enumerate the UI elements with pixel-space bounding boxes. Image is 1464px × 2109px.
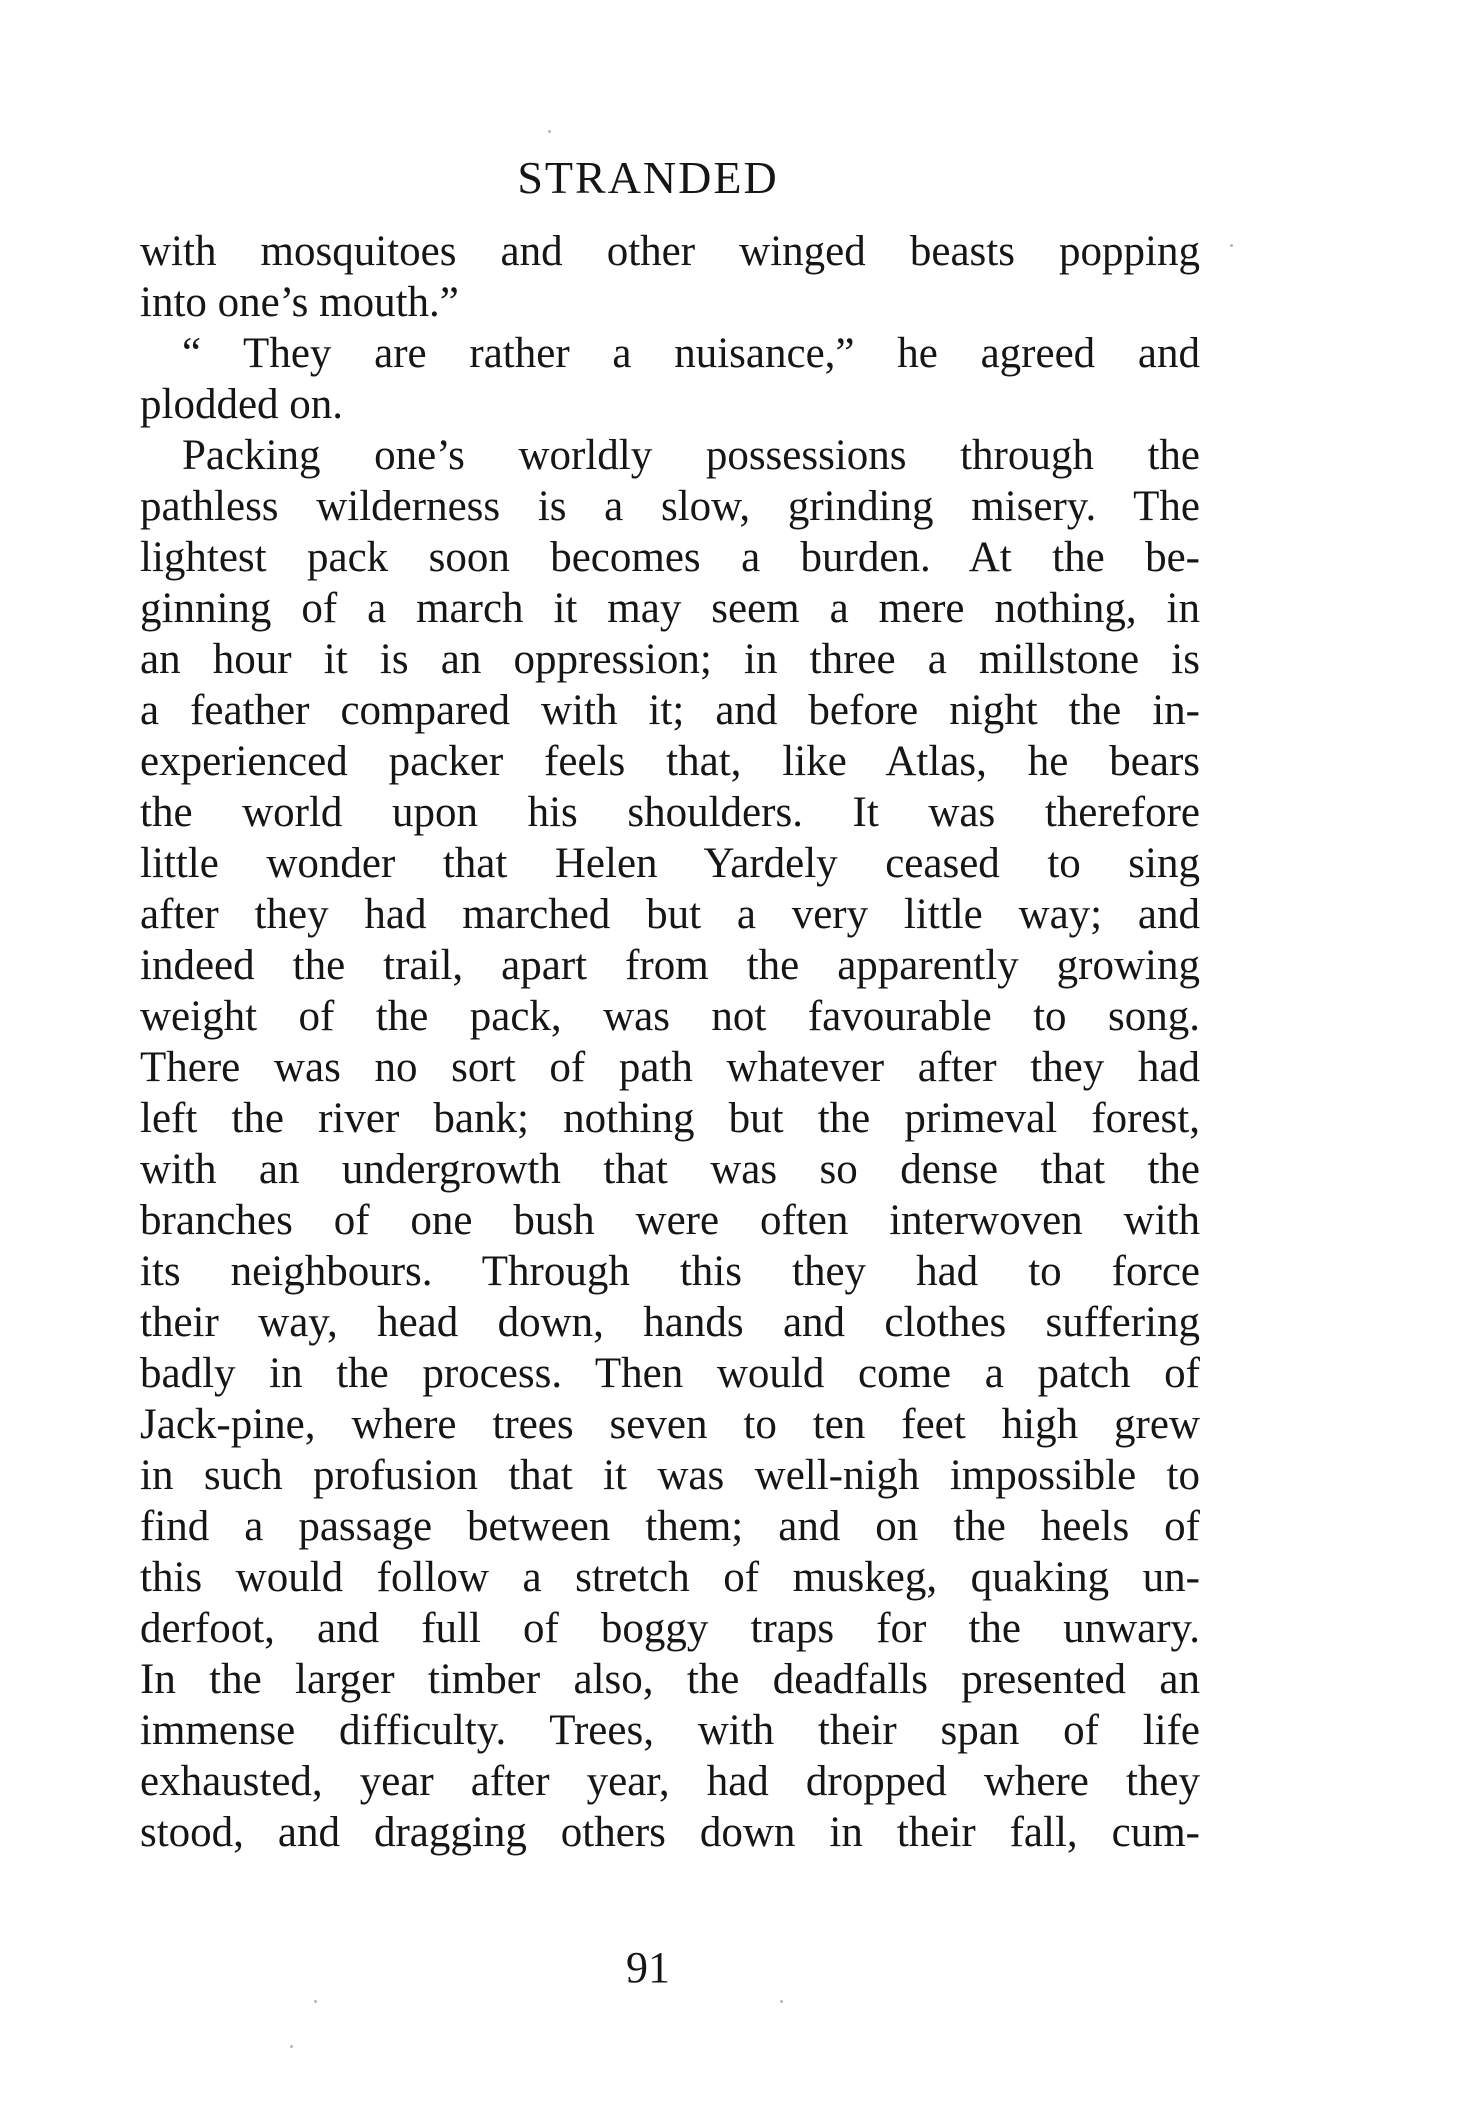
text-line: Jack-pine, where trees seven to ten feet high grew — [140, 1401, 1200, 1448]
text-line: an hour it is an oppression; in three a millstone is — [140, 636, 1200, 683]
text-line: derfoot, and full of boggy traps for the unwary. — [140, 1605, 1200, 1652]
text-line: stood, and dragging others down in their fall, cum- — [140, 1809, 1200, 1856]
text-line: plodded on. — [140, 381, 344, 428]
text-line: in such profusion that it was well-nigh impossible to — [140, 1452, 1200, 1499]
text-line: indeed the trail, apart from the apparently growing — [140, 942, 1200, 989]
text-line: In the larger timber also, the deadfalls presented an — [140, 1656, 1200, 1703]
text-line: branches of one bush were often interwoven with — [140, 1197, 1200, 1244]
text-line: with mosquitoes and other winged beasts popping — [140, 228, 1200, 275]
text-line: pathless wilderness is a slow, grinding misery. The — [140, 483, 1200, 530]
text-line: badly in the process. Then would come a patch of — [140, 1350, 1200, 1397]
text-line: little wonder that Helen Yardely ceased to sing — [140, 840, 1200, 887]
print-speck — [1230, 244, 1233, 247]
text-line: into one’s mouth.” — [140, 279, 459, 326]
text-line: this would follow a stretch of muskeg, quaking un- — [140, 1554, 1200, 1601]
text-line: its neighbours. Through this they had to force — [140, 1248, 1200, 1295]
text-line: weight of the pack, was not favourable to song. — [140, 993, 1200, 1040]
text-line: with an undergrowth that was so dense that the — [140, 1146, 1200, 1193]
text-line: after they had marched but a very little way; and — [140, 891, 1200, 938]
text-line: There was no sort of path whatever after they had — [140, 1044, 1200, 1091]
print-speck — [780, 2000, 783, 2003]
body-text — [140, 226, 1200, 1858]
text-line: lightest pack soon becomes a burden. At the be- — [140, 534, 1200, 581]
text-line: immense difficulty. Trees, with their span of life — [140, 1707, 1200, 1754]
text-line: the world upon his shoulders. It was therefore — [140, 789, 1200, 836]
text-line: exhausted, year after year, had dropped where they — [140, 1758, 1200, 1805]
running-head: STRANDED — [517, 152, 779, 203]
text-line: left the river bank; nothing but the primeval forest, — [140, 1095, 1200, 1142]
print-speck — [290, 2045, 293, 2048]
text-line: their way, head down, hands and clothes suffering — [140, 1299, 1200, 1346]
page-number: 91 — [626, 1943, 670, 1992]
print-speck — [548, 130, 551, 133]
text-line: a feather compared with it; and before night the in- — [140, 687, 1200, 734]
text-line: experienced packer feels that, like Atlas, he bears — [140, 738, 1200, 785]
text-line: Packing one’s worldly possessions through the — [182, 432, 1200, 479]
text-line: find a passage between them; and on the heels of — [140, 1503, 1200, 1550]
text-line: “ They are rather a nuisance,” he agreed and — [182, 330, 1200, 377]
text-line: ginning of a march it may seem a mere nothing, in — [140, 585, 1200, 632]
print-speck — [314, 2000, 317, 2003]
